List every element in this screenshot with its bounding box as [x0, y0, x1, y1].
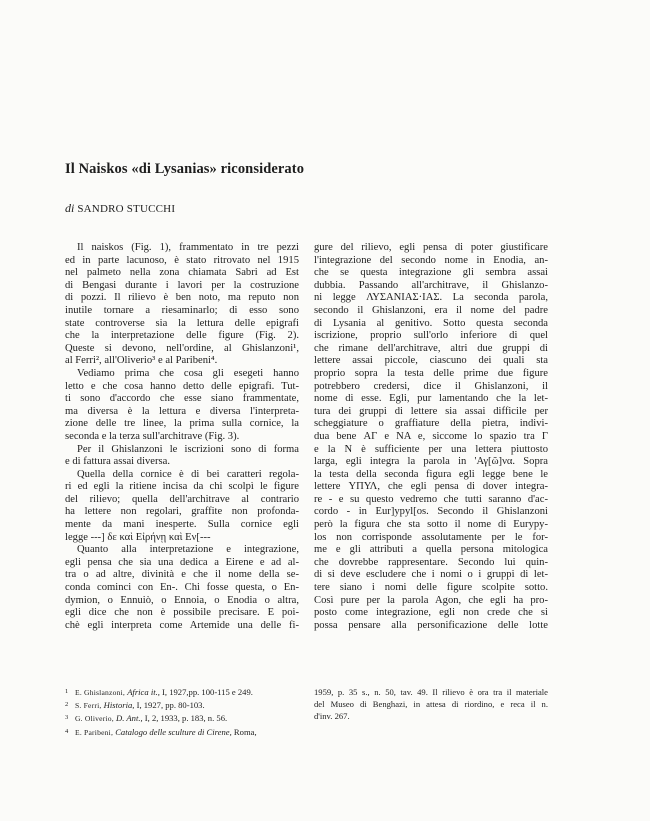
- text-line: di Lysania al genitivo. Sotto questa seconda: [314, 317, 548, 329]
- text-line: letto e che cosa hanno detto delle epigrafi. Tut-: [65, 380, 299, 392]
- footnote-citation: I, 1927,pp. 100-115 e 249.: [159, 687, 253, 697]
- text-line: ri ed egli la ritiene incisa da chi scolpì le figure: [65, 481, 299, 493]
- text-line: los non corrisponde assolutamente per le for-: [314, 531, 548, 543]
- text-line: zione delle tre linee, la prima sulla cornice, la: [65, 418, 299, 430]
- text-line: dua bene ΑΓ e ΝΑ e, siccome lo spazio tra Γ: [314, 430, 548, 442]
- text-line: egli dice che non è possibile precisare. E poi-: [65, 607, 299, 619]
- text-line: posto come integrazione, egli non crede che si: [314, 607, 548, 619]
- text-line: Vediamo prima che cosa gli esegeti hanno: [77, 367, 299, 379]
- text-line: ma diversa è la lettura e diversa l'interpreta-: [65, 405, 299, 417]
- text-line: egli pensa che sia una dedica a Eirene e ad al-: [65, 556, 299, 568]
- text-line: che dovrebbe rappresentare. Secondo lui quin-: [314, 556, 548, 568]
- footnote-number: 2: [65, 701, 69, 709]
- text-line: cordo - in Eur]ypyl[os. Secondo il Ghislanzoni: [314, 506, 548, 518]
- text-line: dubbia. Passando all'architrave, il Ghislanzo-: [314, 279, 548, 291]
- footnote-work: Africa it.,: [127, 687, 160, 697]
- footnote-number: 3: [65, 714, 69, 722]
- footnote-citation: Roma,: [231, 726, 257, 737]
- text-line: lettere assai piccole, ciascuno dei quali sta: [314, 355, 548, 367]
- text-line: tra o ad altre, divinità e che il nome della se-: [65, 569, 299, 581]
- footnote-1: [65, 686, 303, 699]
- text-line: state controverse sia la lettura delle epigrafi: [65, 317, 299, 329]
- footnote-2: [65, 699, 303, 712]
- text-line: e di fattura assai diversa.: [65, 456, 171, 468]
- text-line: dymion, o Ennuiò, o Ennoia, o Enodia o altra,: [65, 594, 299, 606]
- text-line: mente da mani inesperte. Sulla cornice egli: [65, 519, 299, 531]
- text-line: ti sono d'accordo che esse siano frammentate,: [65, 393, 299, 405]
- text-line: e la N è sufficiente per una lettera piuttosto: [314, 443, 548, 455]
- text-line: la testa della seconda figura egli legge bene le: [314, 468, 548, 480]
- text-line: ed in parte lacunoso, è stato ritrovato nel 1915: [65, 254, 299, 266]
- footnote-citation: I, 2, 1933, p. 183, n. 56.: [142, 713, 228, 724]
- footnote-work: D. Ant.,: [116, 713, 143, 724]
- text-line: che se questa integrazione gli sembra assai: [314, 267, 548, 279]
- text-line: Queste si devono, nell'ordine, al Ghislanzoni¹,: [65, 342, 299, 354]
- text-line: inutile tornare a riesaminarlo; di esso sono: [65, 304, 299, 316]
- text-line: larga, egli integra la parola in 'Αγ[ῶ]να. Sopra: [314, 456, 548, 468]
- text-line: tura dei gruppi di lettere sia assai difficile per: [314, 405, 548, 417]
- author-name: SANDRO STUCCHI: [77, 203, 176, 215]
- text-column-left: [65, 242, 299, 632]
- byline-prefix: di: [65, 201, 75, 215]
- byline: [65, 201, 175, 216]
- footnote-continuation-line: 1959, p. 35 s., n. 50, tav. 49. Il rilievo è ora tra il materiale: [314, 687, 548, 697]
- text-line: legge ---] δε καὶ Εἰρήνῃ καὶ Εν[---: [65, 531, 211, 543]
- footnote-author: G. Oliverio,: [75, 714, 114, 724]
- text-line: iscrizione, proprio sull'orlo inferiore di quel: [314, 330, 548, 342]
- text-line: Per il Ghislanzoni le iscrizioni sono di forma: [77, 443, 299, 455]
- text-line: ha lettere non regolari, graffite non profonda-: [65, 506, 299, 518]
- text-line: gure del rilievo, egli pensa di poter giustificare: [314, 242, 548, 253]
- text-line: del rilievo; quella dell'architrave al contrario: [65, 493, 299, 505]
- text-line: l'integrazione del secondo nome in Enodia, an-: [314, 254, 548, 266]
- text-line: Quella della cornice è di bei caratteri regola-: [77, 468, 299, 480]
- footnote-author: S. Ferri,: [75, 701, 102, 711]
- footnote-continuation-line: d'inv. 267.: [314, 711, 350, 722]
- text-line: scheggiature o graffiature della pietra, indivi-: [314, 418, 548, 430]
- text-line: tere siano i nomi delle figure scolpite sotto.: [314, 582, 548, 594]
- text-line: al Ferri², all'Oliverio³ e al Paribeni⁴.: [65, 355, 218, 367]
- text-line: che rimane dell'architrave, altri due gruppi di: [314, 342, 548, 354]
- footnotes-left: [65, 686, 303, 739]
- footnote-3: [65, 712, 303, 725]
- text-line: possa pensare alla personificazione delle lotte: [314, 619, 548, 631]
- footnote-work: Catalogo delle sculture di Cirene,: [115, 726, 232, 737]
- text-column-right: [314, 242, 548, 632]
- footnote-citation: I, 1927, pp. 80-103.: [134, 700, 205, 711]
- article-title: Il Naiskos «di Lysanias» riconsiderato: [65, 161, 305, 177]
- text-line: ni legge ΛΥΣΑΝΙΑΣ·ΙΑΣ. La seconda parola,: [314, 292, 548, 304]
- text-line: Quanto alla interpretazione e integrazione,: [77, 544, 299, 556]
- footnote-continuation-line: del Museo di Benghazi, in attesa di riordino, e reca il n.: [314, 699, 548, 710]
- text-line: re - e su questo vedremo che tutti saranno d'ac-: [314, 493, 548, 505]
- footnote-number: 4: [65, 727, 69, 735]
- footnote-work: Historia,: [103, 700, 135, 711]
- text-line: Il naiskos (Fig. 1), frammentato in tre pezzi: [77, 242, 299, 253]
- text-line: proprio sopra la testa delle prime due figure: [314, 367, 548, 379]
- text-line: che la interpretazione delle figure (Fig. 2).: [65, 330, 299, 342]
- text-line: potrebbero credersi, dice il Ghislanzoni, il: [314, 380, 548, 392]
- text-line: seconda e la terza sull'architrave (Fig. 3).: [65, 430, 240, 442]
- footnote-author: E. Paribeni,: [75, 727, 114, 737]
- text-line: conda cominci con En-. Chi fosse questa, o En-: [65, 582, 299, 594]
- text-line: Così pure per la parola Agon, che egli ha pro-: [314, 594, 548, 606]
- footnote-number: 1: [65, 688, 69, 695]
- text-line: però la figura che sta sotto il nome di Eurypy-: [314, 519, 548, 531]
- footnotes-right: [314, 686, 548, 723]
- text-line: nome di esse. Egli, pur lamentando che la let-: [314, 393, 548, 405]
- text-line: me e gli attributi a quella persona mitologica: [314, 544, 548, 556]
- text-line: lettere ΥΠΥΛ, che egli pensa di dover integra-: [314, 481, 548, 493]
- text-line: di Bengasi durante i lavori per la costruzione: [65, 279, 299, 291]
- text-line: di si deve escludere che i nomi o i gruppi di let-: [314, 569, 548, 581]
- footnote-4: [65, 726, 303, 739]
- footnote-author: E. Ghislanzoni,: [75, 688, 126, 697]
- text-line: nel palmeto nella zona chiamata Sabri ad Est: [65, 267, 299, 279]
- text-line: secondo il Ghislanzoni, era il nome del padre: [314, 304, 548, 316]
- text-line: chè egli interpreta come Artemide una delle fi-: [65, 619, 299, 631]
- text-line: di pozzi. Il rilievo è ben noto, ma reputo non: [65, 292, 299, 304]
